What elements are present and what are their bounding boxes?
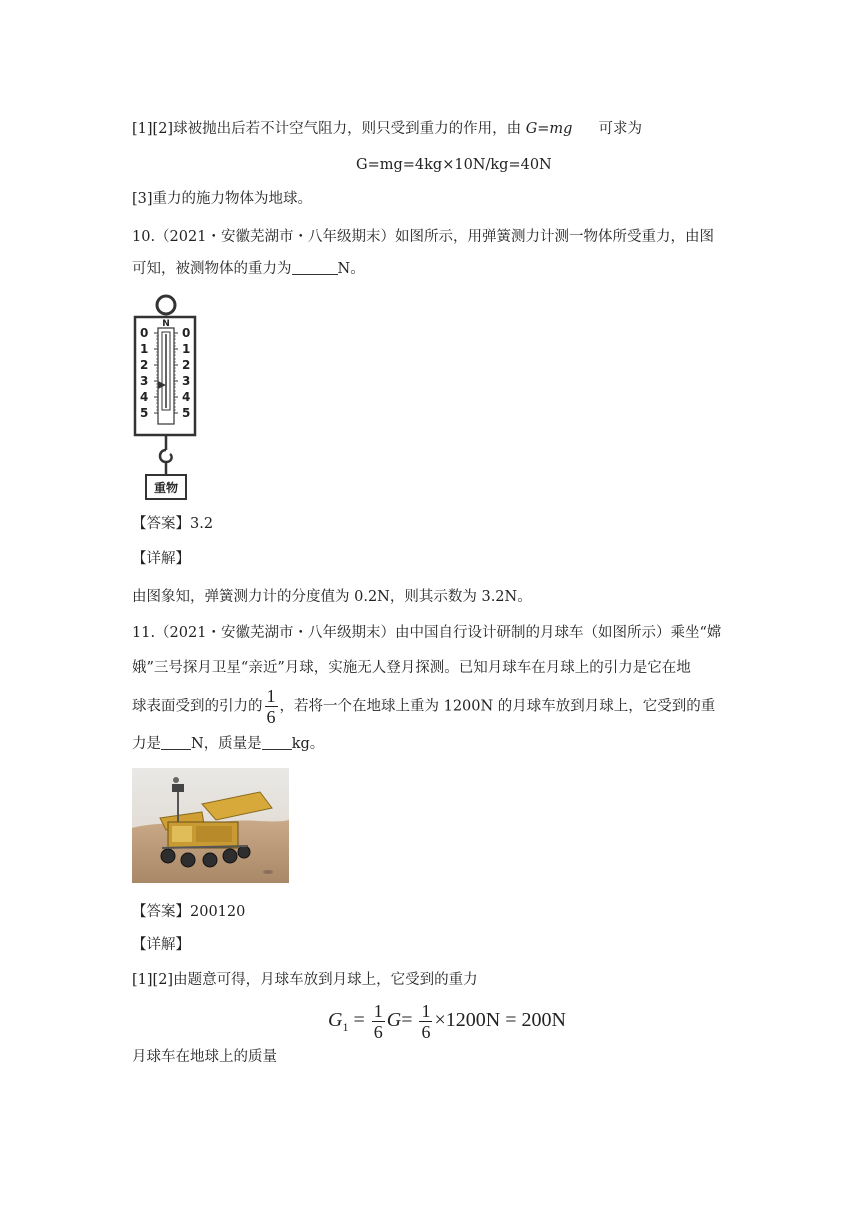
hook-icon	[160, 450, 172, 462]
text: 可求为	[598, 121, 642, 137]
calculation-1: G=mg=4kg×10N/kg=40N	[356, 157, 552, 173]
tick-label-right: 3	[182, 374, 191, 388]
spring-scale-figure	[130, 290, 210, 505]
ring-icon	[157, 296, 175, 314]
detail-heading-11: 【详解】	[132, 937, 190, 953]
tick-label-right: 2	[182, 358, 191, 372]
question-11-line-2: 娥”三号探月卫星“亲近”月球，实施无人登月探测。已知月球车在月球上的引力是它在地	[132, 660, 691, 676]
tick-label-left: 1	[140, 342, 149, 356]
text: 球表面受到的引力的	[132, 698, 263, 715]
answer-blank	[161, 735, 191, 750]
weight-label: 重物	[153, 481, 179, 495]
unit-label: N	[162, 319, 170, 329]
question-10-line-2	[132, 259, 365, 279]
tick-label-right: 4	[182, 390, 191, 404]
detail-heading-10: 【详解】	[132, 551, 190, 567]
question-11-line-3	[132, 686, 715, 727]
tick-label-right: 0	[182, 326, 191, 340]
text: 可知，被测物体的重力为	[132, 261, 292, 277]
tick-label-left: 2	[140, 358, 149, 372]
question-10-line-1: 10.（2021・安徽芜湖市・八年级期末）如图所示，用弹簧测力计测一物体所受重力，由图	[132, 229, 714, 245]
text: N，质量是	[191, 736, 262, 752]
tick-label-left: 4	[140, 390, 149, 404]
tick-label-left: 0	[140, 326, 149, 340]
tick-label-left: 3	[140, 374, 149, 388]
explanation-11-last: 月球车在地球上的质量	[132, 1049, 277, 1065]
explanation-11: [1][2]由题意可得，月球车放到月球上，它受到的重力	[132, 972, 478, 988]
tick-label-right: 5	[182, 406, 191, 420]
tick-label-right: 1	[182, 342, 191, 356]
formula: G=mg	[525, 121, 573, 137]
tick-label-left: 5	[140, 406, 149, 420]
equation-11: $G_1$ = $\frac{1}{6}$ G= $\frac{1}{6}$ ×1200N = 200N	[328, 1000, 566, 1042]
question-11-line-1: 11.（2021・安徽芜湖市・八年级期末）由中国自行设计研制的月球车（如图所示）乘坐“嫦	[132, 625, 722, 641]
text: kg。	[291, 736, 325, 752]
explanation-line-3: [3]重力的施力物体为地球。	[132, 191, 313, 207]
text: N。	[337, 261, 365, 277]
question-11-line-4	[132, 734, 324, 754]
text: 力是	[132, 736, 161, 752]
lunar-rover-photo	[132, 768, 289, 883]
fraction: $\frac{1}{6}$	[266, 686, 276, 727]
answer-10: 【答案】3.2	[132, 516, 214, 532]
answer-blank	[292, 260, 338, 275]
text: ，若将一个在地球上重为 1200N 的月球车放到月球上，它受到的重	[279, 698, 716, 715]
explanation-10: 由图象知，弹簧测力计的分度值为 0.2N，则其示数为 3.2N。	[132, 589, 532, 605]
answer-blank	[262, 735, 292, 750]
explanation-line-1	[132, 119, 642, 139]
text: [1][2]球被抛出后若不计空气阻力，则只受到重力的作用，由	[132, 121, 526, 137]
answer-11: 【答案】200120	[132, 904, 246, 920]
